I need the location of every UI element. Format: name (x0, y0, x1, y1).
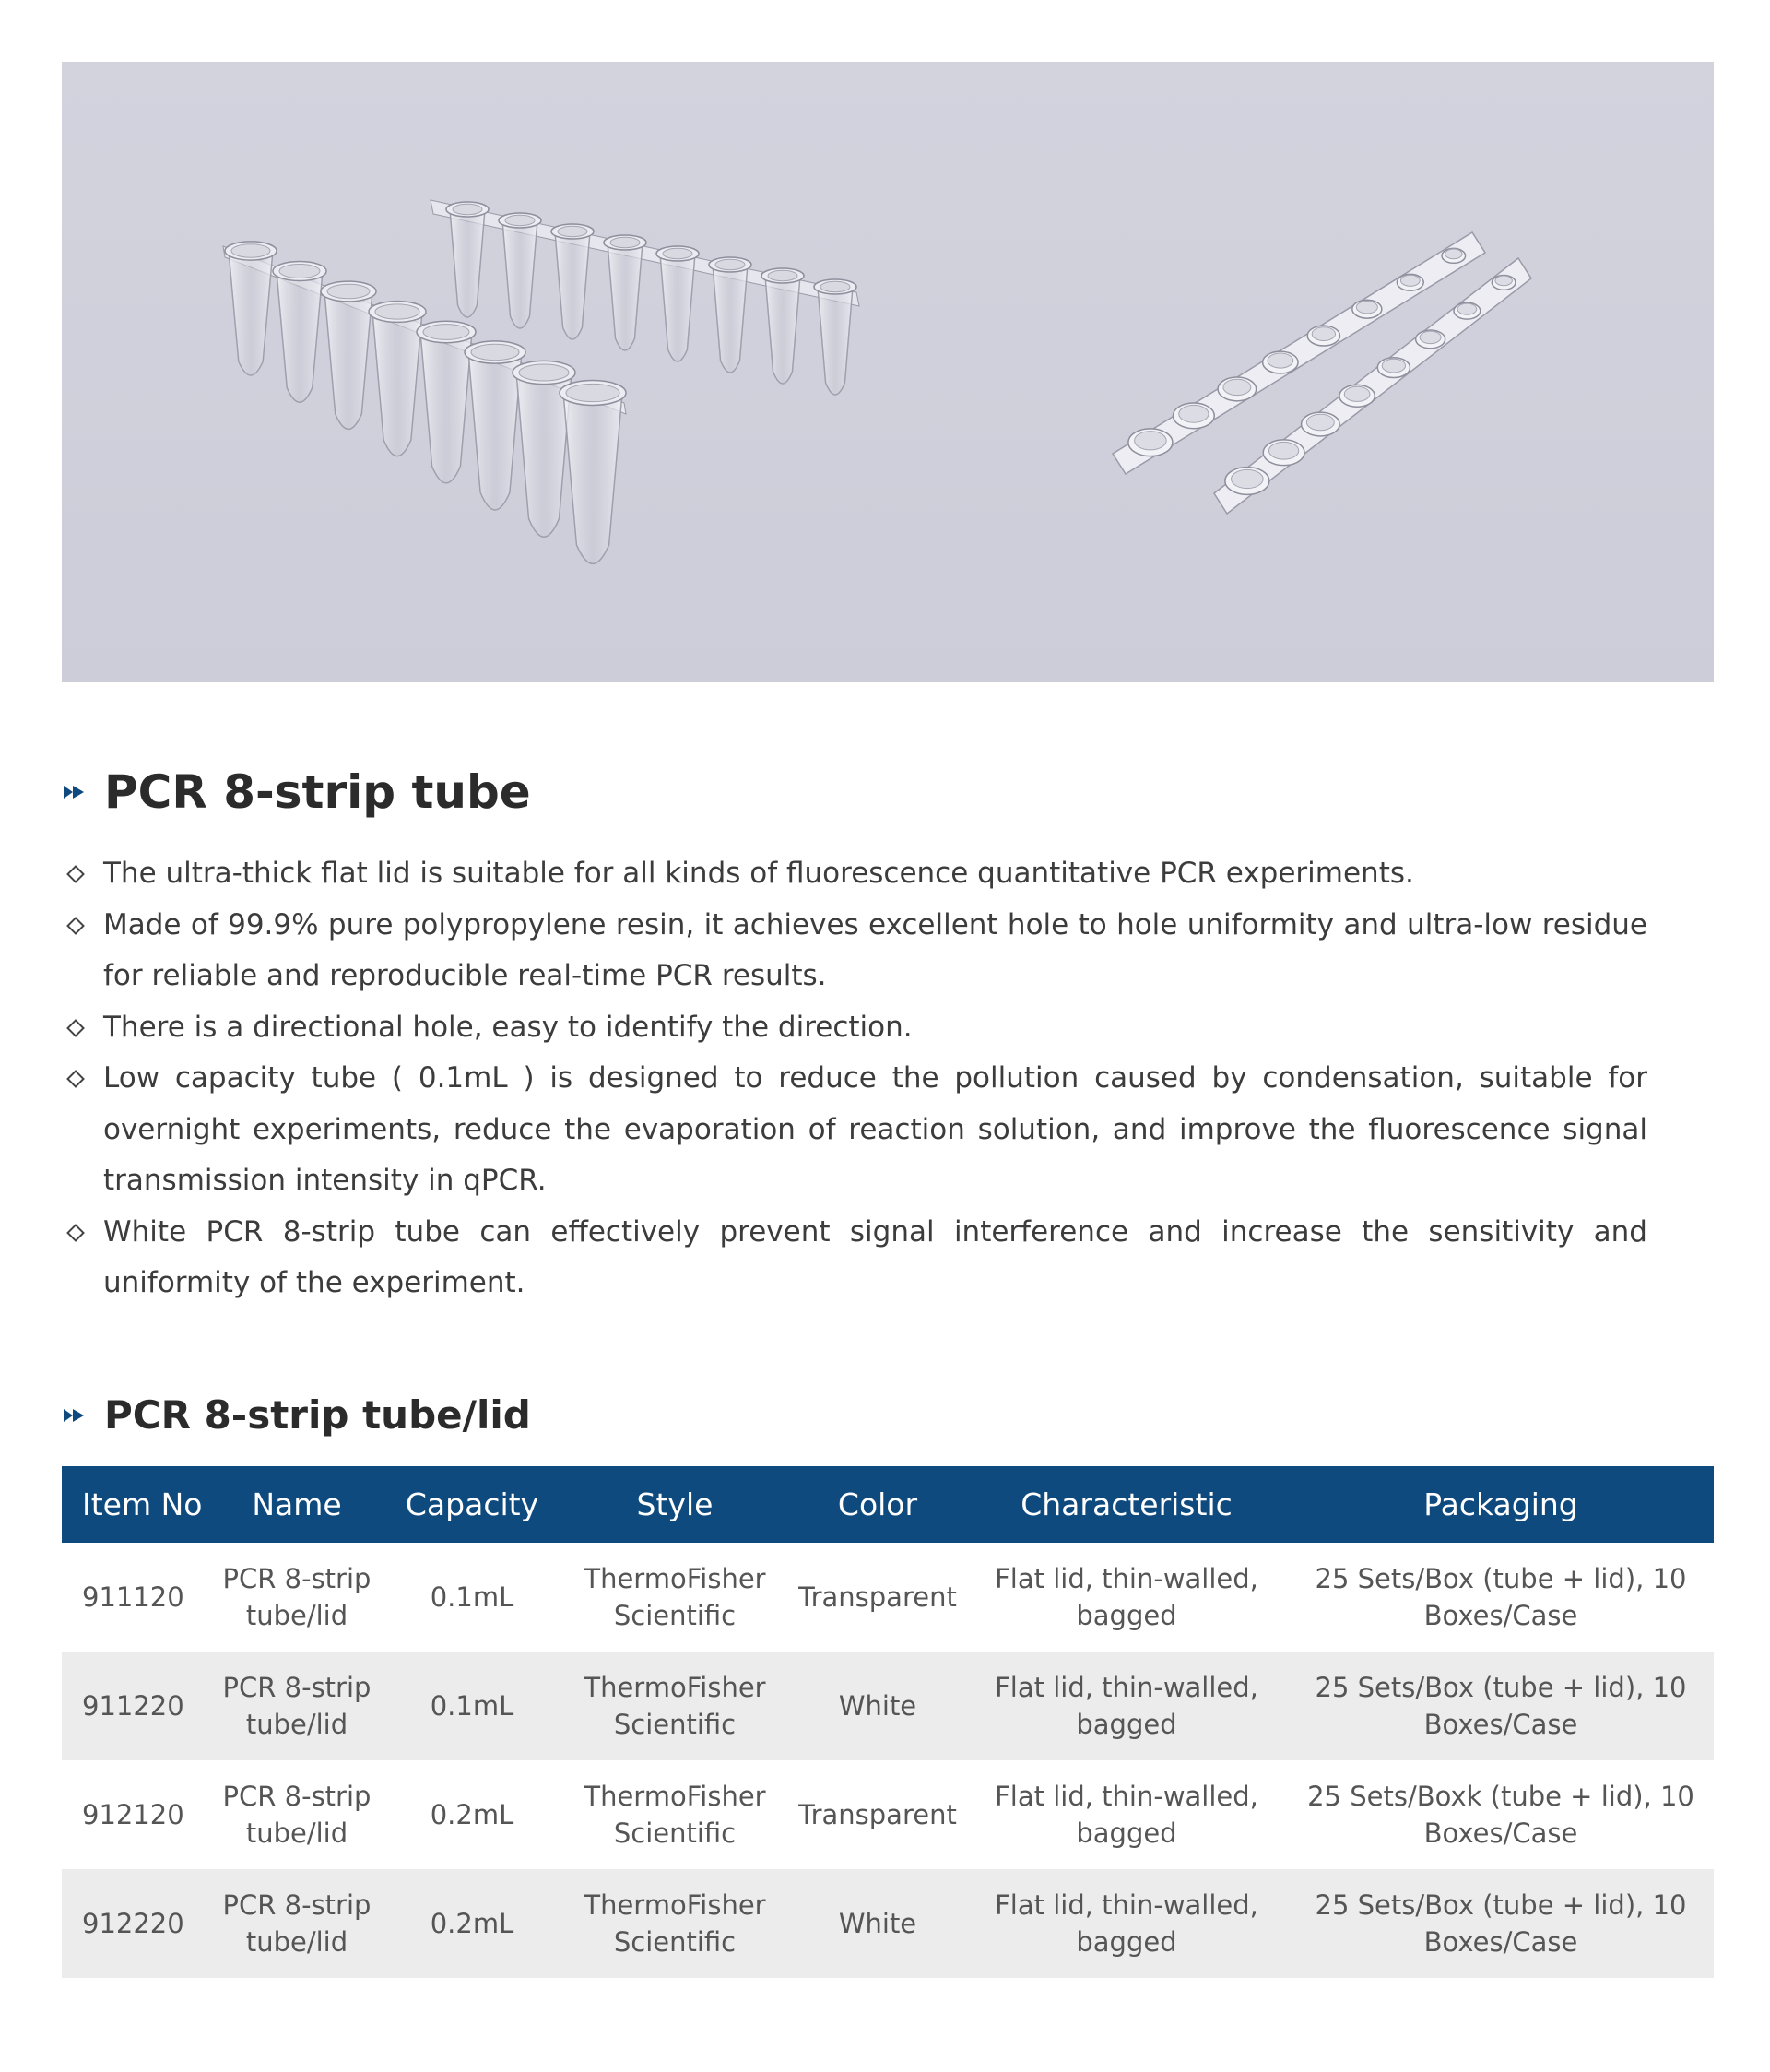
table-cell: Flat lid, thin-walled, bagged (995, 1781, 1258, 1849)
table-cell: Flat lid, thin-walled, bagged (995, 1563, 1258, 1631)
table-row (62, 1652, 1714, 1760)
table-cell: PCR 8-strip tube/lid (222, 1781, 372, 1849)
section-title-pcr-8-strip-tube (62, 765, 531, 819)
diamond-bullet-icon (66, 1070, 85, 1088)
table-cell: 25 Sets/Box (tube + lid), 10 Boxes/Case (1288, 1869, 1714, 1978)
table-cell: 912220 (62, 1869, 209, 1978)
table-cell: White (790, 1652, 965, 1760)
table-cell: PCR 8-strip tube/lid (209, 1652, 384, 1760)
diamond-bullet-icon (66, 1019, 85, 1037)
section-title-text: PCR 8-strip tube (104, 765, 531, 819)
table-cell: Flat lid, thin-walled, bagged (965, 1869, 1288, 1978)
feature-item: Made of 99.9% pure polypropylene resin, it achieves excellent hole to hole uniformity and ultra-low residue for reliable and reproducible real-time PCR results. (62, 900, 1647, 1002)
table-cell: ThermoFisher Scientific (584, 1781, 766, 1849)
table-cell: Transparent (798, 1581, 957, 1613)
table-row (62, 1543, 1714, 1652)
table-cell: 25 Sets/Box (tube + lid), 10 Boxes/Case (1315, 1563, 1687, 1631)
feature-item: Low capacity tube ( 0.1mL ) is designed to reduce the pollution caused by condensation, suitable for overnight experiments, reduce the evaporation of reaction solution, and improve the fluorescence signal transmission intensity in qPCR. (62, 1053, 1647, 1207)
table-cell: 0.2mL (384, 1869, 560, 1978)
diamond-bullet-icon (66, 865, 85, 883)
column-header: Packaging (1288, 1466, 1714, 1543)
column-header: Item No (62, 1466, 209, 1543)
product-spec-table (62, 1466, 1714, 1978)
8-strip-flat-lids-icon (1113, 232, 1531, 514)
diamond-bullet-icon (66, 917, 85, 935)
feature-item: There is a directional hole, easy to identify the direction. (62, 1002, 1647, 1054)
feature-item: The ultra-thick flat lid is suitable for all kinds of fluorescence quantitative PCR experiments. (62, 848, 1647, 900)
table-cell: 25 Sets/Box (tube + lid), 10 Boxes/Case (1288, 1652, 1714, 1760)
table-cell: Flat lid, thin-walled, bagged (965, 1652, 1288, 1760)
column-header: Style (560, 1466, 790, 1543)
table-cell: Transparent (798, 1799, 957, 1830)
table-row (62, 1869, 1714, 1978)
table-cell: 0.1mL (384, 1652, 560, 1760)
double-arrow-icon (62, 1405, 88, 1426)
column-header: Name (209, 1466, 384, 1543)
table-cell: PCR 8-strip tube/lid (209, 1869, 384, 1978)
table-cell: 0.1mL (430, 1581, 514, 1613)
table-cell: ThermoFisher Scientific (584, 1563, 766, 1631)
product-hero-image (62, 62, 1714, 682)
column-header: Characteristic (965, 1466, 1288, 1543)
table-cell: White (790, 1869, 965, 1978)
feature-item: White PCR 8-strip tube can effectively prevent signal interference and increase the sensitivity and uniformity of the experiment. (62, 1207, 1647, 1309)
table-cell: PCR 8-strip tube/lid (222, 1563, 372, 1631)
pcr-tubes-illustration (62, 62, 1714, 682)
feature-list (62, 848, 1647, 1309)
column-header: Color (790, 1466, 965, 1543)
table-row (62, 1760, 1714, 1869)
table-cell: 25 Sets/Boxk (tube + lid), 10 Boxes/Case (1307, 1781, 1694, 1849)
double-arrow-icon (62, 782, 88, 802)
table-header-row (62, 1466, 1714, 1543)
table-cell: 911220 (62, 1652, 209, 1760)
table-cell: 0.2mL (430, 1799, 514, 1830)
column-header: Capacity (384, 1466, 560, 1543)
table-cell: 912120 (82, 1799, 184, 1830)
section-title-tube-lid (62, 1392, 531, 1438)
table-cell: 911120 (82, 1581, 184, 1613)
table-cell: ThermoFisher Scientific (560, 1652, 790, 1760)
diamond-bullet-icon (66, 1224, 85, 1242)
section-title-text: PCR 8-strip tube/lid (104, 1392, 531, 1438)
table-cell: ThermoFisher Scientific (560, 1869, 790, 1978)
